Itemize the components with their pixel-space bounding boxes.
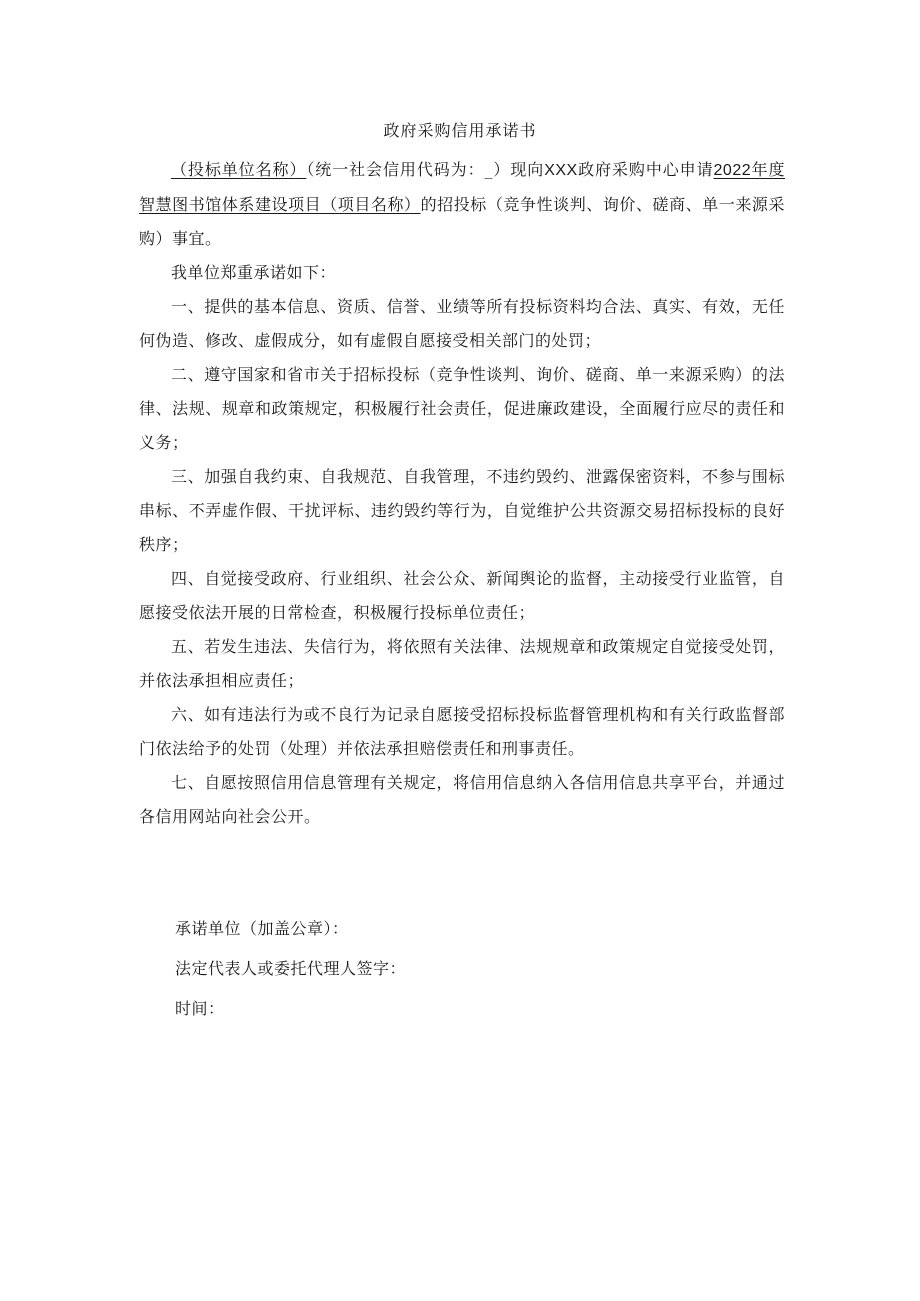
bidder-name-placeholder: （投标单位名称） xyxy=(171,160,307,179)
agency-text: 政府采购中心申请 xyxy=(577,160,714,179)
agency-code: XXX xyxy=(544,162,578,179)
intro-closing: 的招投标（竞争性谈判、询价、磋商、单一来源采购）事宜。 xyxy=(139,195,785,248)
commitment-item-3: 三、加强自我约束、自我规范、自我管理，不违约毁约、泄露保密资料，不参与围标串标、不弄虚作假、干扰评标、违约毁约等行为，自觉维护公共资源交易招标投标的良好秩序； xyxy=(139,467,785,554)
signing-unit-label: 承诺单位（加盖公章）： xyxy=(175,919,349,938)
commitment-item-6: 六、如有违法行为或不良行为记录自愿接受招标投标监督管理机构和有关行政监督部门依法给予的处罚（处理）并依法承担赔偿责任和刑事责任。 xyxy=(139,705,785,758)
commitment-item-1: 一、提供的基本信息、资质、信誉、业绩等所有投标资料均合法、真实、有效，无任何伪造、修改、虚假成分，如有虚假自愿接受相关部门的处罚； xyxy=(139,297,785,350)
date-label: 时间： xyxy=(175,999,225,1018)
commitment-item-4: 四、自觉接受政府、行业组织、社会公众、新闻舆论的监督，主动接受行业监管，自愿接受依法开展的日常检查，积极履行投标单位责任； xyxy=(139,569,785,622)
commitment-item-2: 二、遵守国家和省市关于招标投标（竞争性谈判、询价、磋商、单一来源采购）的法律、法规、规章和政策规定，积极履行社会责任，促进廉政建设，全面履行应尽的责任和义务； xyxy=(139,365,785,452)
intro-paragraph xyxy=(139,153,785,256)
representative-signature-label: 法定代表人或委托代理人签字： xyxy=(175,959,407,978)
signature-block xyxy=(175,912,406,1032)
commitment-item-7: 七、自愿按照信用信息管理有关规定，将信用信息纳入各信用信息共享平台，并通过各信用网站向社会公开。 xyxy=(139,773,785,826)
commitment-heading: 我单位郑重承诺如下： xyxy=(171,263,337,282)
document-title: 政府采购信用承诺书 xyxy=(383,121,537,140)
project-name: 年度智慧图书馆体系建设项目（项目名称） xyxy=(139,160,785,214)
project-year: 2022 xyxy=(713,162,752,179)
credit-code-text: （统一社会信用代码为：_）现向 xyxy=(306,160,545,179)
document-body xyxy=(139,153,785,834)
commitment-item-5: 五、若发生违法、失信行为，将依照有关法律、法规规章和政策规定自觉接受处罚，并依法承担相应责任； xyxy=(139,637,785,690)
